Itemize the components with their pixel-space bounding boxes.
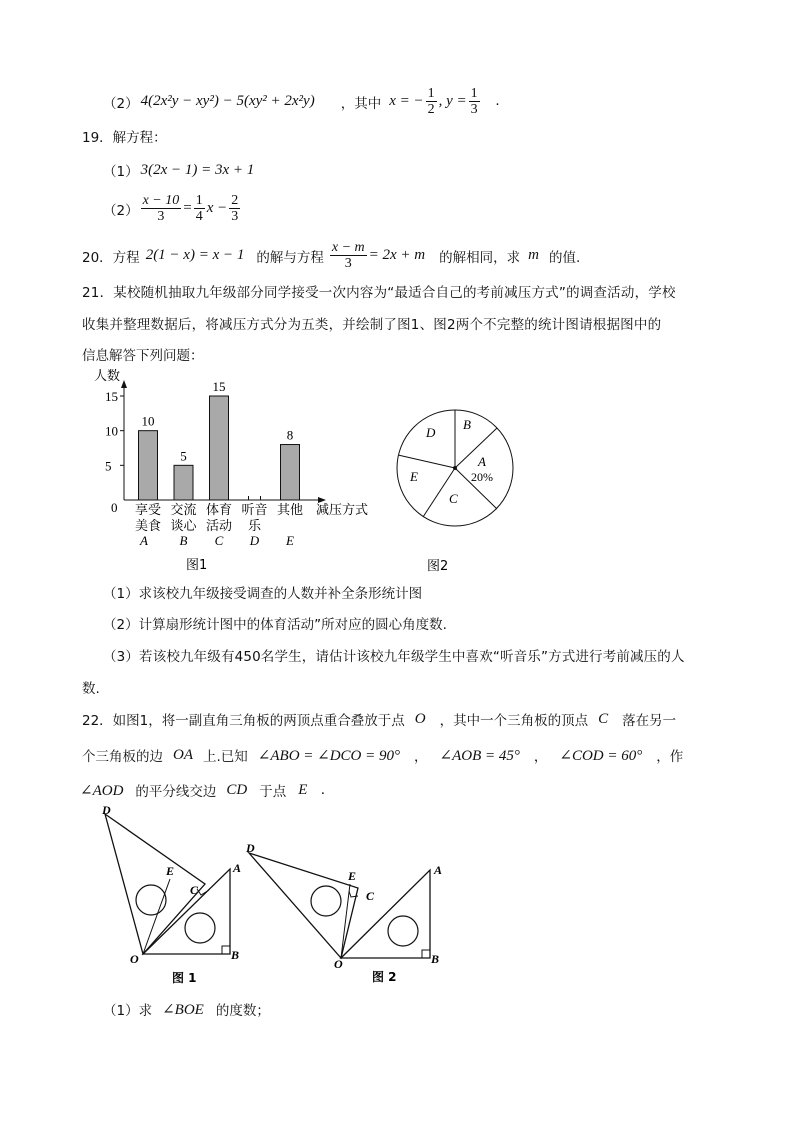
fig1-label-c: C: [190, 883, 199, 897]
q21-sub2: （2）计算扇形统计图中的体育活动”所对应的圆心角度数.: [103, 617, 447, 633]
q21-line1: 21．某校随机抽取九年级部分同学接受一次内容为“最适合自己的考前减压方式”的调查活动，学校: [82, 285, 676, 301]
fig2-label-c: C: [366, 889, 375, 903]
category-letter: A: [140, 533, 148, 548]
q20-mid: 的解与方程: [256, 249, 324, 266]
q22-zuo: ，作: [656, 749, 684, 765]
y-axis-arrow: [121, 380, 127, 388]
q22-l2a: 个三角板的边: [82, 749, 163, 765]
fig1-label-d: D: [102, 803, 111, 817]
q19-mid: x −: [206, 200, 228, 216]
q22-sub1-a: （1）求: [103, 1003, 153, 1019]
category-label-2: 活动: [205, 519, 233, 534]
q19-p2-label: （2）: [103, 202, 139, 219]
q20-var: m: [528, 247, 539, 263]
fig2-hole-1: [311, 886, 341, 916]
category-letter: E: [286, 533, 294, 548]
q22-l2b: 上.已知: [203, 749, 248, 765]
fig2-caption: 图 2: [372, 970, 397, 984]
category-label-1: 听音: [241, 503, 268, 518]
category-label-1: 交流: [170, 503, 197, 518]
category-label-2: 乐: [247, 519, 262, 534]
q18-end: .: [495, 93, 500, 109]
fig2-bisector-oe: [341, 884, 350, 958]
bar-value-label: 8: [286, 427, 294, 443]
q18-where: ，其中: [340, 95, 382, 112]
q20: [82, 240, 580, 271]
pie-chart: [392, 404, 522, 579]
category-label-1: 体育: [205, 503, 233, 518]
fig1-hole-2: [185, 913, 215, 943]
q19-part1: [103, 160, 254, 180]
bar: [281, 445, 300, 500]
category-letter: B: [179, 533, 188, 548]
q22-line3: [80, 780, 325, 800]
q22-l3b: 于点: [259, 784, 287, 800]
q22-angles3: ∠COD = 60°: [559, 747, 643, 764]
q20-eq1: 2(1 − x) = x − 1: [145, 247, 245, 263]
q18-part2: [103, 86, 499, 117]
q20-prefix: 20．方程: [82, 249, 140, 266]
fig1-label-e: E: [166, 864, 175, 878]
q21-sub3-line2: 数.: [82, 681, 100, 697]
pie-label-d: D: [426, 425, 436, 440]
q20-rhs: = 2x + m: [368, 247, 426, 263]
fig1-label-o: O: [130, 952, 139, 966]
q21-line3: 信息解答下列问题：: [82, 348, 204, 364]
bar-value-label: 5: [180, 448, 187, 464]
bar: [139, 431, 158, 500]
category-label-2: 谈心: [170, 519, 197, 534]
q22-line1: [82, 709, 676, 729]
triangle-figure-1: [98, 802, 248, 987]
fig1-hole-1: [136, 885, 166, 915]
fig1-triangle-oba: [143, 869, 230, 954]
q22-cd: CD: [226, 781, 248, 798]
q21-line2: 收集并整理数据后，将减压方式分为五类，并绘制了图1、图2两个不完整的统计图请根据图中的: [82, 317, 662, 333]
q22-c: C: [598, 710, 609, 727]
fig1-caption: 图 1: [172, 971, 197, 985]
q20-end: 的值.: [548, 249, 581, 266]
y-tick-label: 10: [105, 423, 118, 439]
q18-x: x = −: [389, 93, 424, 109]
fig2-triangle-ocd: [249, 853, 358, 958]
fig2-hole-2: [388, 916, 418, 946]
fig1-right-angle-b: [222, 946, 230, 954]
q21-sub3-line1: （3）若该校九年级有450名学生，请估计该校九年级学生中喜欢“听音乐”方式进行考前减压的人: [103, 649, 685, 665]
fig1-label-b: B: [231, 948, 240, 962]
fig2-label-o: O: [334, 957, 343, 971]
q22-l3a: 的平分线交边: [135, 784, 217, 800]
category-label-1: 享受: [134, 503, 162, 518]
bar-value-label: 15: [212, 379, 226, 394]
chart-caption: 图1: [186, 558, 208, 573]
q22-e: E: [298, 781, 308, 798]
bar-value-label: 10: [141, 413, 155, 429]
q22-angles1: ∠ABO = ∠DCO = 90°: [257, 747, 401, 764]
bar: [174, 465, 193, 500]
q22-comma1: ，: [414, 749, 428, 765]
fig1-bisector-oe: [143, 879, 170, 954]
q18-label: （2）: [103, 95, 139, 112]
q18-y: , y =: [438, 93, 467, 109]
q22-comma2: ，: [533, 749, 548, 765]
fig1-label-a: A: [233, 861, 242, 875]
q18-frac-x: $\frac{1}{2}$: [427, 86, 435, 117]
y-tick-label: 5: [105, 458, 112, 474]
pie-center: [453, 466, 457, 470]
category-letter: D: [249, 533, 260, 548]
q19-part2: [103, 193, 242, 224]
fig2-right-angle-b: [422, 950, 430, 958]
fig2-label-d: D: [246, 841, 255, 855]
fig2-label-e: E: [348, 869, 357, 883]
pie-label-a: A: [478, 454, 486, 469]
q22-line2: [82, 745, 683, 765]
q22-sub1-angle: ∠BOE: [162, 1001, 204, 1018]
q22-l1a: 22．如图1，将一副直角三角板的两顶点重合叠放于点: [82, 713, 405, 729]
q22-l1b: ，其中一个三角板的顶点: [439, 713, 589, 729]
q19-eq: =: [183, 200, 192, 216]
q19-frac-b: $\frac{2}{3}$: [231, 193, 239, 224]
q22-sub1: [103, 999, 270, 1019]
q18-expression: 4(2x²y − xy²) − 5(xy² + 2x²y): [140, 93, 315, 109]
q18-frac-y: $\frac{1}{3}$: [470, 86, 478, 117]
q20-suffix: 的解相同，求: [439, 249, 521, 266]
q22-dot: .: [321, 781, 326, 798]
pie-label-a-percent: 20%: [471, 470, 493, 484]
category-label-2: 美食: [134, 519, 162, 534]
category-label-1: 其他: [276, 503, 304, 518]
pie-caption: 图2: [427, 559, 449, 574]
q22-oa: OA: [173, 746, 193, 763]
chart-ylabel: 人数: [94, 369, 121, 384]
q19-title: 19．解方程：: [82, 130, 167, 146]
q22-l1c: 落在另一: [622, 713, 677, 729]
triangle-figure-2: [244, 838, 449, 988]
q19-p1-label: （1）: [103, 164, 139, 180]
y-tick-label: 0: [111, 500, 118, 515]
q19-frac-left: $\frac{x - 10}{3}$: [142, 193, 180, 224]
q22-o: O: [414, 710, 426, 727]
q20-frac: $\frac{x - m}{3}$: [331, 240, 365, 271]
chart-xlabel: 减压方式: [316, 503, 369, 518]
fig2-label-a: A: [434, 863, 443, 877]
y-tick-label: 15: [105, 389, 118, 404]
q19-p1-expr: 3(2x − 1) = 3x + 1: [140, 161, 255, 178]
q22-angle-aod: ∠AOD: [80, 782, 124, 799]
bar-chart: [80, 362, 380, 577]
pie-label-b: B: [463, 417, 471, 432]
bar: [210, 396, 229, 500]
fig2-label-b: B: [431, 952, 440, 966]
pie-label-c: C: [449, 491, 458, 506]
q22-sub1-b: 的度数；: [215, 1003, 270, 1019]
q22-angles2: ∠AOB = 45°: [439, 747, 520, 764]
q19-frac-a: $\frac{1}{4}$: [195, 193, 203, 224]
q21-sub1: （1）求该校九年级接受调查的人数并补全条形统计图: [103, 586, 423, 602]
category-letter: C: [214, 533, 224, 548]
fig2-triangle-oba: [341, 870, 430, 958]
pie-label-e: E: [410, 469, 418, 484]
